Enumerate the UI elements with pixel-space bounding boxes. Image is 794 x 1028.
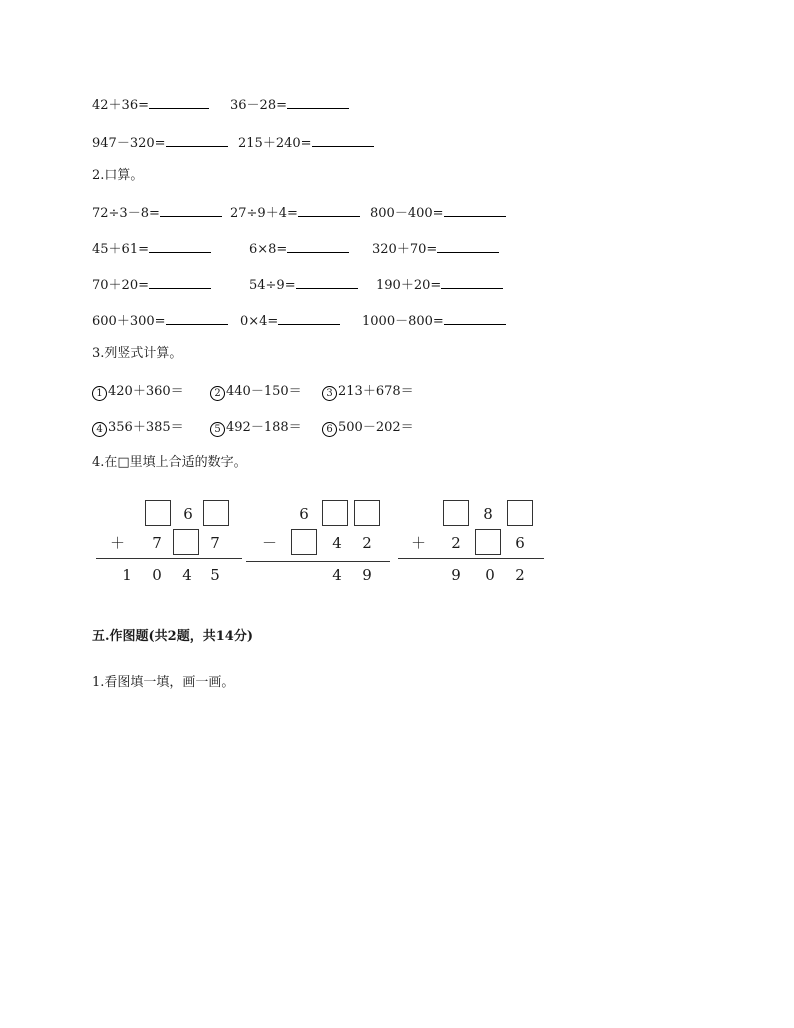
digit-box[interactable] <box>173 529 199 555</box>
digit-box[interactable] <box>291 529 317 555</box>
answer-blank[interactable] <box>437 239 499 253</box>
circled-number: 2 <box>210 386 225 401</box>
difference-line <box>246 561 390 562</box>
problem-item <box>249 275 358 295</box>
problem-item <box>92 275 211 295</box>
problem-item <box>372 239 499 259</box>
question-text: 1.看图填一填，画一画。 <box>92 675 235 690</box>
expression: 492－188＝ <box>226 420 302 435</box>
expression: 356＋385＝ <box>108 420 184 435</box>
digit: 4 <box>332 566 342 584</box>
expression: 500－202＝ <box>338 420 414 435</box>
problem-item <box>370 203 506 223</box>
sum-line <box>398 558 544 559</box>
digit: 0 <box>152 566 162 584</box>
problem-item <box>240 311 340 331</box>
expression: 947－320= <box>92 136 166 151</box>
vertical-calc-item <box>210 383 302 401</box>
vertical-calc-item <box>92 383 184 401</box>
answer-blank[interactable] <box>149 95 209 109</box>
expression: 0×4= <box>240 314 279 329</box>
section-title: 3.列竖式计算。 <box>92 346 183 361</box>
answer-blank[interactable] <box>166 133 228 147</box>
digit: 9 <box>451 566 461 584</box>
expression: 36－28= <box>230 98 287 113</box>
digit: 8 <box>483 505 493 523</box>
expression: 54÷9= <box>249 278 296 293</box>
circled-number: 3 <box>322 386 337 401</box>
problem-item <box>376 275 503 295</box>
section-title: 2.口算。 <box>92 168 144 183</box>
problem-item <box>230 203 360 223</box>
answer-blank[interactable] <box>278 311 340 325</box>
answer-blank[interactable] <box>287 95 349 109</box>
digit: 2 <box>362 534 372 552</box>
answer-blank[interactable] <box>160 203 222 217</box>
answer-blank[interactable] <box>441 275 503 289</box>
digit-box[interactable] <box>475 529 501 555</box>
digit: 7 <box>210 534 220 552</box>
problem-item <box>92 239 211 259</box>
digit: 2 <box>515 566 525 584</box>
digit: 2 <box>451 534 461 552</box>
expression: 70＋20= <box>92 278 149 293</box>
digit: 6 <box>299 505 309 523</box>
digit: 4 <box>332 534 342 552</box>
problem-item <box>238 133 374 153</box>
digit: 5 <box>210 566 220 584</box>
section-title: 4.在□里填上合适的数字。 <box>92 455 247 470</box>
answer-blank[interactable] <box>149 239 211 253</box>
digit: 6 <box>183 505 193 523</box>
answer-blank[interactable] <box>312 133 374 147</box>
expression: 72÷3－8= <box>92 206 160 221</box>
problem-item <box>362 311 506 331</box>
expression: 6×8= <box>249 242 288 257</box>
answer-blank[interactable] <box>444 311 506 325</box>
expression: 27÷9＋4= <box>230 206 298 221</box>
operator-sign: ＋ <box>411 534 427 552</box>
vertical-calc-item <box>210 419 302 437</box>
answer-blank[interactable] <box>166 311 228 325</box>
expression: 440－150＝ <box>226 384 302 399</box>
vertical-calc-item <box>322 419 414 437</box>
answer-blank[interactable] <box>298 203 360 217</box>
expression: 1000－800= <box>362 314 444 329</box>
sum-line <box>96 558 242 559</box>
vertical-calc-item <box>92 419 184 437</box>
problem-item <box>92 311 228 331</box>
digit-box[interactable] <box>443 500 469 526</box>
circled-number: 5 <box>210 422 225 437</box>
circled-number: 4 <box>92 422 107 437</box>
digit-box[interactable] <box>322 500 348 526</box>
expression: 600＋300= <box>92 314 166 329</box>
answer-blank[interactable] <box>444 203 506 217</box>
problem-item <box>230 95 349 115</box>
expression: 215＋240= <box>238 136 312 151</box>
problem-row <box>92 95 209 115</box>
circled-number: 6 <box>322 422 337 437</box>
expression: 190＋20= <box>376 278 442 293</box>
problem-row <box>92 133 228 153</box>
expression: 320＋70= <box>372 242 438 257</box>
digit: 4 <box>182 566 192 584</box>
answer-blank[interactable] <box>296 275 358 289</box>
digit-box[interactable] <box>145 500 171 526</box>
digit-box[interactable] <box>203 500 229 526</box>
expression: 800－400= <box>370 206 444 221</box>
expression: 213＋678＝ <box>338 384 414 399</box>
expression: 420＋360＝ <box>108 384 184 399</box>
digit: 6 <box>515 534 525 552</box>
digit: 1 <box>122 566 132 584</box>
digit: 0 <box>485 566 495 584</box>
answer-blank[interactable] <box>287 239 349 253</box>
problem-item <box>249 239 349 259</box>
operator-sign: － <box>262 534 278 552</box>
vertical-calc-item <box>322 383 414 401</box>
answer-blank[interactable] <box>149 275 211 289</box>
digit-box[interactable] <box>354 500 380 526</box>
circled-number: 1 <box>92 386 107 401</box>
digit: 7 <box>152 534 162 552</box>
digit-box[interactable] <box>507 500 533 526</box>
problem-item <box>92 203 222 223</box>
section-title: 五.作图题(共2题，共14分) <box>92 629 253 644</box>
expression: 45＋61= <box>92 242 149 257</box>
operator-sign: ＋ <box>110 534 126 552</box>
expression: 42＋36= <box>92 98 149 113</box>
digit: 9 <box>362 566 372 584</box>
